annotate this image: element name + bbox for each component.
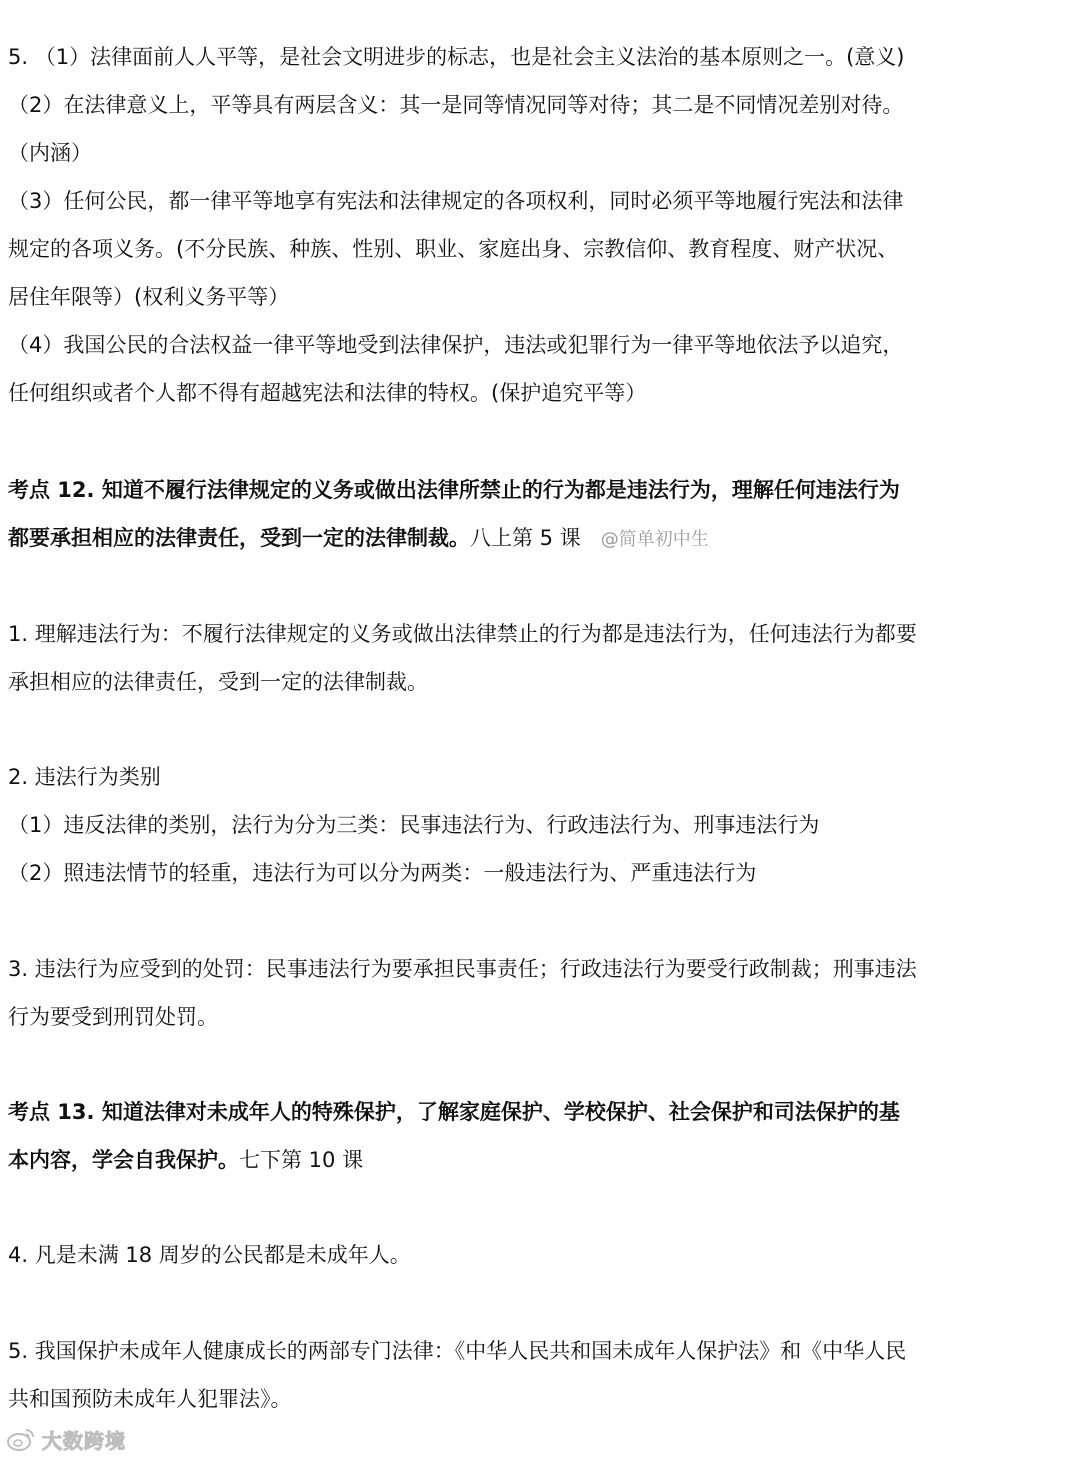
kaodian12-heading-text: 都要承担相应的法律责任，受到一定的法律制裁。 [8, 526, 470, 550]
item5-line-6: 居住年限等）(权利义务平等） [8, 285, 290, 309]
violation-penalty-line-1: 3. 违法行为应受到的处罚：民事违法行为要承担民事责任；行政违法行为要受行政制裁；刑事违法 [8, 957, 917, 981]
watermark [6, 1424, 126, 1454]
item5-line-1: 5. （1）法律面前人人平等，是社会文明进步的标志，也是社会主义法治的基本原则之一。(意义) [8, 45, 905, 69]
weibo-logo-icon [6, 1426, 36, 1452]
kaodian13-lesson: 七下第 10 课 [239, 1148, 364, 1172]
item5-line-3: （内涵） [8, 141, 92, 165]
minor-laws-line-1: 5. 我国保护未成年人健康成长的两部专门法律：《中华人民共和国未成年人保护法》和《中华人民 [8, 1339, 907, 1363]
item5-line-2: （2）在法律意义上，平等具有两层含义：其一是同等情况同等对待；其二是不同情况差别对待。 [8, 93, 904, 117]
item5-line-8: 任何组织或者个人都不得有超越宪法和法律的特权。(保护追究平等） [8, 381, 647, 405]
item5-line-4: （3）任何公民，都一律平等地享有宪法和法律规定的各项权利，同时必须平等地履行宪法和法律 [8, 189, 904, 213]
violation-def-line-1: 1. 理解违法行为：不履行法律规定的义务或做出法律禁止的行为都是违法行为，任何违法行为都要 [8, 622, 917, 646]
kaodian12-heading-line-1: 考点 12. 知道不履行法律规定的义务或做出法律所禁止的行为都是违法行为，理解任何违法行为 [8, 478, 900, 502]
violation-categories-item-2: （2）照违法情节的轻重，违法行为可以分为两类：一般违法行为、严重违法行为 [8, 861, 757, 885]
kaodian13-heading-text: 本内容，学会自我保护。 [8, 1148, 239, 1172]
violation-penalty-line-2: 行为要受到刑罚处罚。 [8, 1005, 218, 1029]
watermark-text: 大数跨境 [42, 1428, 126, 1453]
item5-line-7: （4）我国公民的合法权益一律平等地受到法律保护，违法或犯罪行为一律平等地依法予以追究， [8, 333, 904, 357]
minor-laws-line-2: 共和国预防未成年人犯罪法》。 [8, 1387, 292, 1411]
item5-line-5: 规定的各项义务。(不分民族、种族、性别、职业、家庭出身、宗教信仰、教育程度、财产状况、 [8, 237, 899, 261]
author-credit: @简单初中生 [600, 529, 709, 550]
violation-categories-item-1: （1）违反法律的类别，法行为分为三类：民事违法行为、行政违法行为、刑事违法行为 [8, 813, 820, 837]
kaodian13-heading-line-2 [8, 1146, 1060, 1174]
violation-categories-title: 2. 违法行为类别 [8, 765, 161, 789]
minor-definition: 4. 凡是未满 18 周岁的公民都是未成年人。 [8, 1243, 411, 1267]
violation-def-line-2: 承担相应的法律责任，受到一定的法律制裁。 [8, 670, 428, 694]
kaodian13-heading-line-1: 考点 13. 知道法律对未成年人的特殊保护，了解家庭保护、学校保护、社会保护和司法保护的基 [8, 1100, 900, 1124]
kaodian12-lesson: 八上第 5 课 [470, 526, 581, 550]
kaodian12-heading-line-2 [8, 524, 1060, 554]
